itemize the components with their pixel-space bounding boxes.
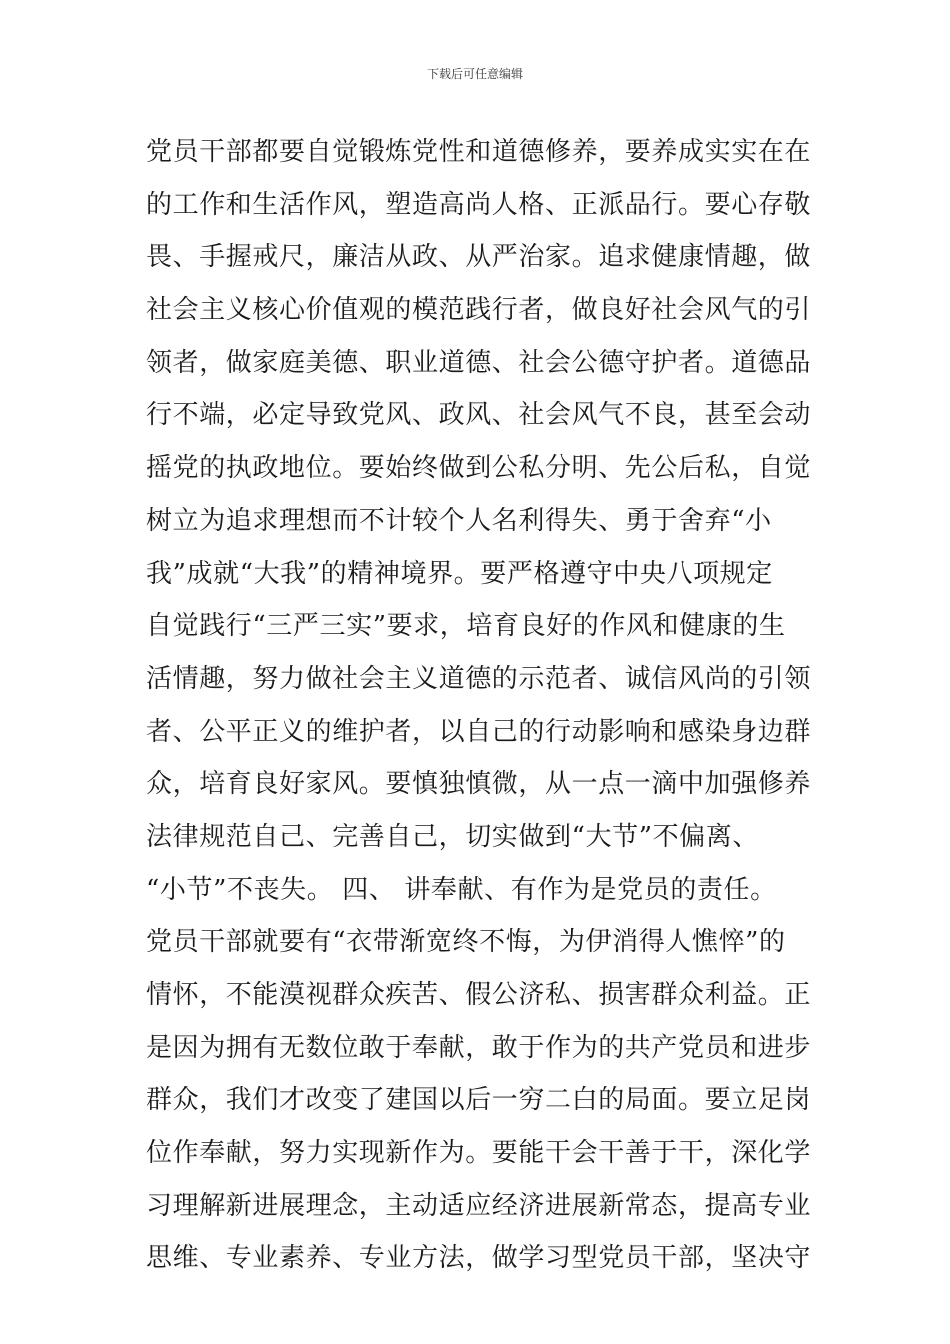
text-line: 摇党的执政地位。要始终做到公私分明、先公后私，自觉 [146, 453, 812, 484]
text-line: 思维、专业素养、专业方法，做学习型党员干部，坚决守 [146, 1243, 812, 1274]
text-line: 树立为追求理想而不计较个人名利得失、勇于舍弃“小 [146, 505, 772, 536]
text-line: 党员干部都要自觉锻炼党性和道德修养，要养成实实在在 [146, 137, 812, 167]
document-body [146, 126, 816, 1285]
text-line: 党员干部就要有“衣带渐宽终不悔，为伊消得人憔悴”的 [146, 927, 786, 958]
text-line: 领者，做家庭美德、职业道德、社会公德守护者。道德品 [146, 347, 812, 378]
text-line: 法律规范自己、完善自己，切实做到“大节”不偏离、 [146, 821, 759, 852]
page-header-note: 下载后可任意编辑 [426, 67, 523, 81]
text-line: 自觉践行“三严三实”要求，培育良好的作风和健康的生 [146, 611, 786, 642]
text-line: 社会主义核心价值观的模范践行者，做良好社会风气的引 [146, 295, 812, 326]
text-line: 位作奉献，努力实现新作为。要能干会干善于干，深化学 [146, 1138, 812, 1169]
text-line: 我”成就“大我”的精神境界。要严格遵守中央八项规定 [146, 558, 773, 589]
text-line: 是因为拥有无数位敢于奉献，敢于作为的共产党员和进步 [146, 1032, 812, 1063]
text-line: 者、公平正义的维护者，以自己的行动影响和感染身边群 [146, 716, 812, 747]
text-line: 活情趣，努力做社会主义道德的示范者、诚信风尚的引领 [146, 663, 812, 694]
text-line: 畏、手握戒尺，廉洁从政、从严治家。追求健康情趣，做 [146, 242, 812, 273]
text-line: 群众，我们才改变了建国以后一穷二白的局面。要立足岗 [146, 1085, 812, 1116]
text-line: 情怀，不能漠视群众疾苦、假公济私、损害群众利益。正 [146, 980, 812, 1010]
text-line: 的工作和生活作风，塑造高尚人格、正派品行。要心存敬 [146, 189, 812, 220]
text-line: 众，培育良好家风。要慎独慎微，从一点一滴中加强修养 [146, 769, 812, 800]
text-line: 习理解新进展理念，主动适应经济进展新常态，提高专业 [146, 1190, 812, 1221]
text-line: “小节”不丧失。 四、 讲奉献、有作为是党员的责任。 [146, 874, 777, 905]
text-line: 行不端，必定导致党风、政风、社会风气不良，甚至会动 [146, 400, 812, 431]
